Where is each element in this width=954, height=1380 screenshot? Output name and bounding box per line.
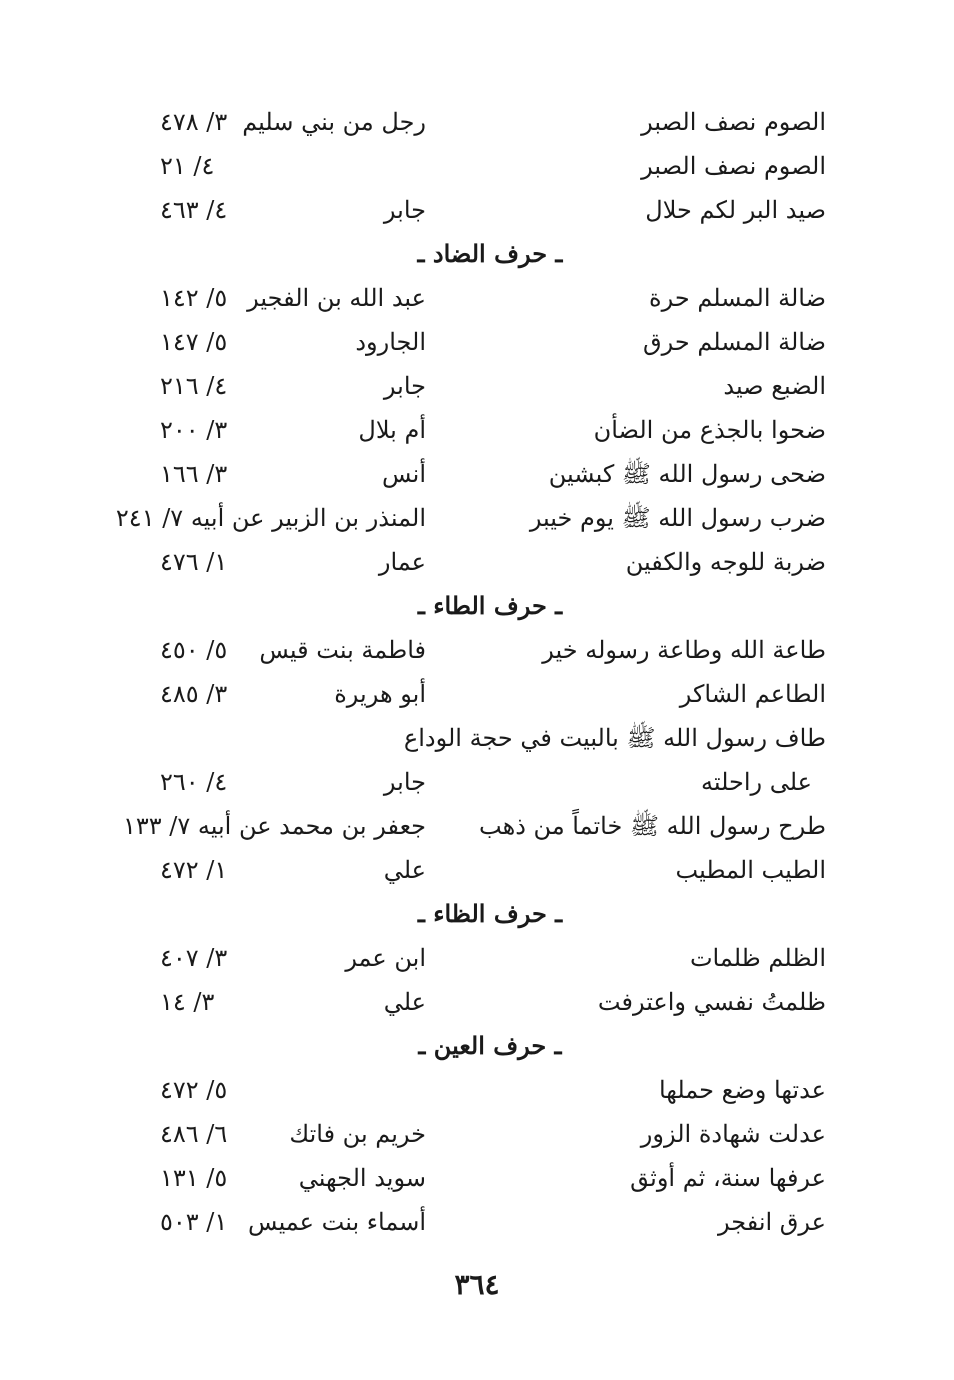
volume-page-ref: ٤/ ٢٦٠ — [160, 768, 228, 796]
hadith-text: صيد البر لكم حلال — [645, 196, 826, 224]
volume-page-ref: ٥/ ١٤٢ — [160, 284, 228, 312]
hadith-text: عرق انفجر — [717, 1208, 826, 1236]
index-entry — [122, 804, 840, 848]
hadith-text: طاعة الله وطاعة رسوله خير — [542, 636, 826, 664]
volume-page-ref: ٣/ ١٤ — [160, 988, 215, 1016]
narrator: رجل من بني سليم — [242, 108, 426, 136]
narrator: أسماء بنت عميس — [247, 1208, 426, 1236]
index-entry — [140, 980, 840, 1024]
index-entry — [140, 188, 840, 232]
volume-page-ref: ٤/ ٢١ — [160, 152, 215, 180]
index-entry — [140, 1200, 840, 1244]
index-entry — [140, 364, 840, 408]
volume-page-ref: ١/ ٥٠٣ — [160, 1208, 228, 1236]
narrator: ابن عمر — [345, 944, 426, 972]
volume-page-ref: ٤/ ٢١٦ — [160, 372, 228, 400]
index-entry — [140, 276, 840, 320]
section-heading: ـ حرف الضاد ـ — [417, 239, 563, 268]
hadith-text: ضالة المسلم حرق — [642, 328, 826, 356]
volume-page-ref: ٣/ ٤٨٥ — [160, 680, 228, 708]
index-entry — [140, 628, 840, 672]
hadith-text: ضربة للوجه والكفين — [625, 548, 826, 576]
hadith-text: طرح رسول الله ﷺ خاتماً من ذهب — [479, 812, 826, 840]
narrator: أبو هريرة — [334, 680, 426, 708]
hadith-text: الصوم نصف الصبر — [641, 108, 826, 136]
index-entry — [140, 320, 840, 364]
volume-page-ref: ١/ ٤٧٢ — [160, 856, 228, 884]
section-heading: ـ حرف الظاء ـ — [417, 899, 563, 928]
index-entry — [140, 1112, 840, 1156]
section-heading: ـ حرف العين ـ — [418, 1031, 562, 1060]
volume-page-ref: ٣/ ٤٠٧ — [160, 944, 228, 972]
volume-page-ref: ٣/ ١٦٦ — [160, 460, 228, 488]
narrator: أم بلال — [358, 416, 426, 444]
narrator-and-ref: المنذر بن الزبير عن أبيه ٧/ ٢٤١ — [115, 504, 426, 532]
hadith-text: الظلم ظلمات — [689, 944, 826, 972]
hadith-text: ظلمتُ نفسي واعترفت — [597, 988, 826, 1016]
hadith-text: الضبع صيد — [723, 372, 826, 400]
volume-page-ref: ٥/ ١٤٧ — [160, 328, 228, 356]
index-entry — [140, 1156, 840, 1200]
narrator: جابر — [383, 372, 426, 400]
narrator: علي — [383, 988, 426, 1016]
index-entry — [140, 408, 840, 452]
hadith-text: عدتها وضع حملها — [658, 1076, 826, 1104]
volume-page-ref: ٥/ ٤٥٠ — [160, 636, 228, 664]
index-entry — [140, 540, 840, 584]
index-entry — [115, 496, 840, 540]
hadith-index — [115, 100, 840, 1244]
hadith-text: ضرب رسول الله ﷺ يوم خيبر — [529, 504, 826, 532]
index-entry — [140, 848, 840, 892]
hadith-text: طاف رسول الله ﷺ بالبيت في حجة الوداع — [403, 724, 826, 752]
section-heading: ـ حرف الطاء ـ — [417, 591, 563, 620]
narrator: عمار — [378, 548, 426, 576]
narrator: سويد الجهني — [298, 1164, 426, 1192]
volume-page-ref: ٤/ ٤٦٣ — [160, 196, 228, 224]
index-entry — [140, 452, 840, 496]
page-number: ٣٦٤ — [454, 1268, 500, 1301]
volume-page-ref: ٣/ ٤٧٨ — [160, 108, 228, 136]
volume-page-ref: ٥/ ٤٧٢ — [160, 1076, 228, 1104]
hadith-text: ضحى رسول الله ﷺ كبشين — [548, 460, 826, 488]
hadith-text: ضحوا بالجذع من الضأن — [593, 416, 826, 444]
narrator: علي — [383, 856, 426, 884]
hadith-text: الطيب المطيب — [675, 856, 826, 884]
hadith-text: الطاعم الشاكر — [679, 680, 826, 708]
narrator-and-ref: جعفر بن محمد عن أبيه ٧/ ١٣٣ — [122, 812, 426, 840]
hadith-text: عرفها سنة، ثم أوثق — [630, 1164, 826, 1192]
narrator: فاطمة بنت قيس — [259, 636, 426, 664]
index-entry — [140, 100, 840, 144]
index-entry — [140, 716, 840, 760]
index-entry — [140, 144, 840, 188]
narrator: أنس — [382, 460, 426, 488]
narrator: جابر — [383, 196, 426, 224]
index-entry — [140, 672, 840, 716]
volume-page-ref: ١/ ٤٧٦ — [160, 548, 228, 576]
index-entry — [140, 936, 840, 980]
index-entry-continuation — [140, 760, 840, 804]
volume-page-ref: ٥/ ١٣١ — [160, 1164, 228, 1192]
hadith-text: عدلت شهادة الزور — [640, 1120, 826, 1148]
narrator: جابر — [383, 768, 426, 796]
hadith-text: على راحلته — [700, 768, 812, 796]
hadith-text: الصوم نصف الصبر — [641, 152, 826, 180]
narrator: الجارود — [355, 328, 426, 356]
volume-page-ref: ٦/ ٤٨٦ — [160, 1120, 228, 1148]
hadith-text: ضالة المسلم حرة — [649, 284, 826, 312]
index-entry — [140, 1068, 840, 1112]
narrator: عبد الله بن الفجير — [247, 284, 426, 312]
narrator: خريم بن فاتك — [289, 1120, 426, 1148]
volume-page-ref: ٣/ ٢٠٠ — [160, 416, 228, 444]
